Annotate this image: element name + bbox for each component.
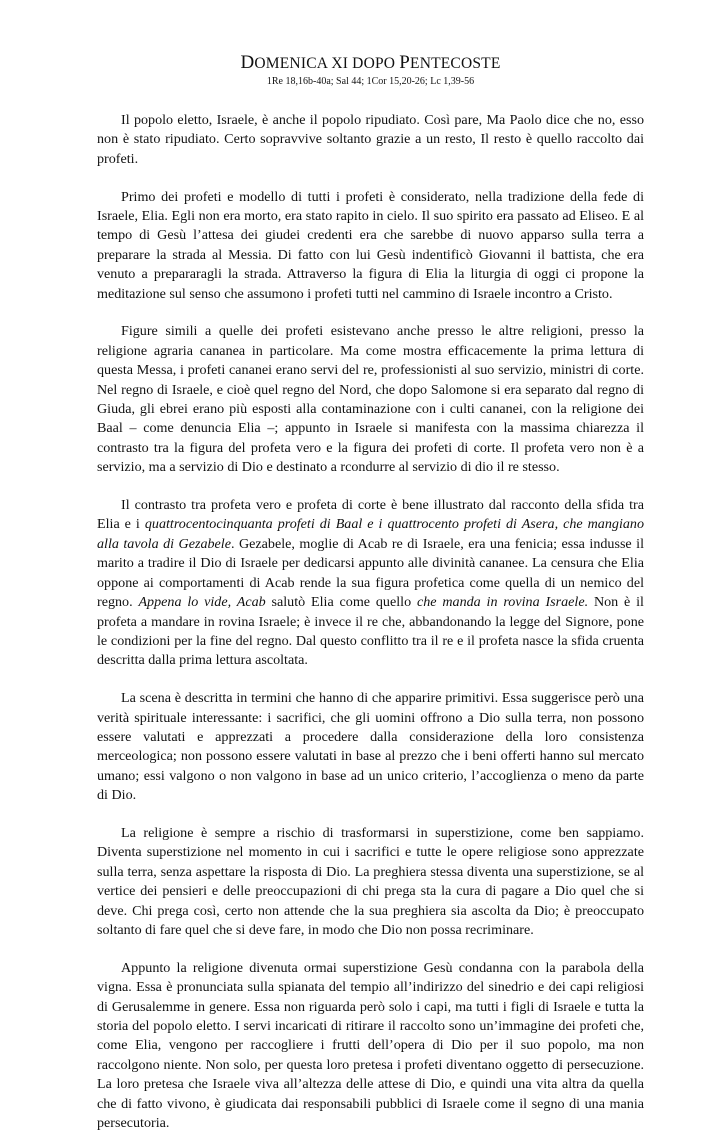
text-run: Il popolo eletto, Israele, è anche il popolo ripudiato. Così pare, Ma Paolo dice che no, esso non è stato ripudiato. Certo sopravvive soltanto grazie a un resto, Il resto è quello raccolto dai profeti. [97,112,644,167]
italic-quote: quattrocentocinquanta profeti di Baal e i quattrocento profeti di Asera, che mangiano alla tavola di Gezabele [97,516,645,552]
text-run: Non è il profeta a mandare in rovina Israele; è invece il re che, abbandonando la legge del Signore, pone le condizioni per la fine del regno. Dal questo conflitto tra il re e il profeta nasce la sfida cruenta descritta dalla prima lettura ascoltata. [97,594,644,669]
document-body [97,111,644,1133]
paragraph [97,188,644,304]
text-run: La religione è sempre a rischio di trasformarsi in superstizione, come ben sappiamo. Diventa superstizione nel momento in cui i sacrifici e tutte le opere religiose sono apprezzate sulla terra, senza aspettare la risposta di Dio. La preghiera stessa diventa una superstizione, se al vertice dei pensieri e delle preoccupazioni di chi prega sta la cura di pagare a Dio quel che si deve. Chi prega così, certo non attende che la sua preghiera sia ascolta da Dio; è preoccupato soltanto di fare quel che si deve fare, in modo che Dio non possa recriminare. [97,824,644,938]
text-run: Il contrasto tra profeta vero e profeta di corte è bene illustrato dal racconto della sfida tra Elia e i [97,497,644,533]
text-run: Figure simili a quelle dei profeti esistevano anche presso le altre religioni, presso la religione agraria cananea in particolare. Ma come mostra efficacemente la prima lettura di questa Messa, i profeti cananei erano servi del re, professionisti al suo servizio, ministri di corte. Nel regno di Israele, e cioè quel regno del Nord, che dopo Salomone si era separato dal regno di Giuda, gli ebrei erano più esposti alla contaminazione con i culti cananei, con la religione dei Baal – come denuncia Elia –; appunto in Israele si manifesta con la massima chiarezza il contrasto tra la figura del profeta vero e la figura dei profeti di corte. Il profeta vero non è a servizio, ma a servizio di Dio e destinato a rcondurre al servizio di dio il re stesso. [97,323,644,476]
paragraph [97,111,644,169]
paragraph [97,496,644,671]
italic-quote: Appena lo vide, Acab [138,594,266,611]
paragraph [97,322,644,477]
title-part: PENTECOSTE [399,52,501,73]
paragraph [97,689,644,805]
page-title [97,48,644,74]
paragraph [97,824,644,940]
italic-quote: che manda in rovina Israele. [416,594,589,611]
text-run: La scena è descritta in termini che hanno di che apparire primitivi. Essa suggerisce però una verità spirituale interessante: i sacrifici, che gli uomini offrono a Dio sulla terra, non possono essere valutati e apprezzati a procedere dalla considerazione della loro consistenza merceologica; non possono essere valutati in base al prezzo che i beni offerti hanno sul mercato umano; essi valgono o non valgono in base ad un unico criterio, l’accoglienza o meno da parte di Dio. [97,690,644,804]
text-run: salutò Elia come quello [265,594,417,611]
readings-reference: 1Re 18,16b-40a; Sal 44; 1Cor 15,20-26; Lc 1,39-56 [266,76,475,87]
paragraph [97,959,644,1133]
text-run: Appunto la religione divenuta ormai superstizione Gesù condanna con la parabola della vigna. Essa è pronunciata sulla spianata del tempio all’indirizzo del sinedrio e dei capi religiosi di Gerusalemme in genere. Essa non riguarda però solo i capi, ma tutti i figli di Israele e tutta la storia del popolo eletto. I servi incaricati di ritirare il raccolto sono un’immagine dei profeti che, come Elia, vengono per raccogliere i frutti dell’opera di Dio per il suo popolo, ma non raccolgono niente. Non solo, per questa loro pretesa i profeti diventano oggetto di persecuzione. La loro pretesa che Israele viva all’altezza delle attese di Dio, e quindi una vita altra da quella che di fatto vivono, è giudicata dai responsabili pubblici di Israele come il segno di una mania persecutoria. [97,959,644,1132]
text-run: . Gezabele, moglie di Acab re di Israele, era una fenicia; essa indusse il marito a tradire il Dio di Israele per dedicarsi appunto alle divinità cananee. La censura che Elia oppone ai comportamenti di Acab rende la sua figura profetica come quella di un nemico del regno. [97,535,644,611]
title-part: DOMENICA XI DOPO [240,52,400,73]
text-run: Primo dei profeti e modello di tutti i profeti è considerato, nella tradizione della fede di Israele, Elia. Egli non era morto, era stato rapito in cielo. Il suo spirito era passato ad Eliseo. E al tempo di Gesù l’attesa dei giudei credenti era che sarebbe di nuovo apparso sulla terra a preparare la strada al Messia. Di fatto con lui Gesù indentificò Giovanni il battista, che era venuto a prepararagli la strada. Attraverso la figura di Elia la liturgia di oggi ci propone la meditazione sul senso che assumono i profeti tutti nel cammino di Israele incontro a Cristo. [97,188,644,302]
